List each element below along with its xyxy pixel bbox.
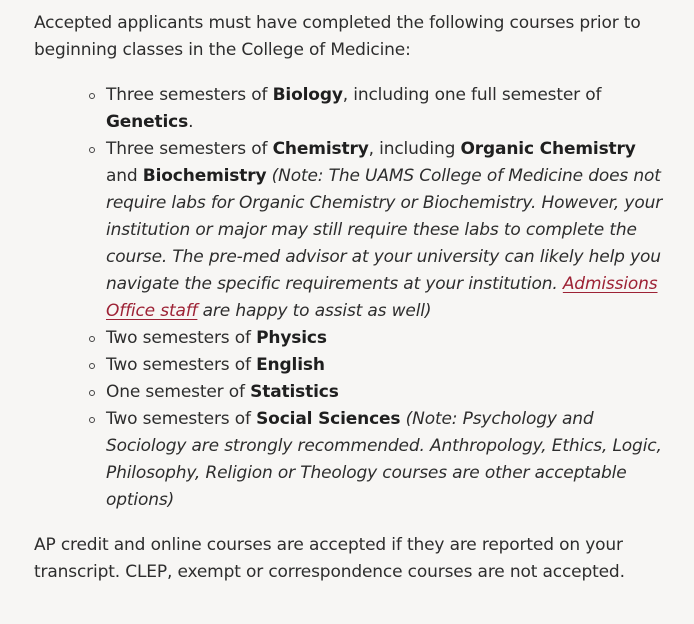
- course-text: Three semesters of: [106, 139, 273, 159]
- course-text: , including: [368, 139, 461, 159]
- course-requirements: [34, 0, 664, 586]
- bullet-icon: [89, 417, 95, 423]
- course-note-text: are happy to assist as well): [197, 301, 432, 321]
- bullet-icon: [89, 147, 95, 153]
- course-text: One semester of: [106, 382, 251, 402]
- course-list: [34, 82, 664, 514]
- course-note-text: (Note: The UAMS College of Medicine does not require labs for Organic Chemistry or Biochemistry. However, your institution or major may still require these labs to complete the course. The pre-med advisor at your university can likely help you navigate the specific requirements at your institution.: [106, 166, 663, 294]
- course-subject: Biology: [272, 85, 343, 105]
- course-subject: Social Sciences: [256, 409, 401, 429]
- course-subject: Chemistry: [272, 139, 369, 159]
- course-subject: Biochemistry: [142, 166, 267, 186]
- bullet-icon: [89, 336, 95, 342]
- course-subject: Genetics: [106, 112, 189, 132]
- intro-paragraph: Accepted applicants must have completed the following courses prior to beginning classes in the College of Medicine:: [34, 13, 641, 60]
- outro-paragraph: AP credit and online courses are accepted if they are reported on your transcript. CLEP, exempt or correspondence courses are not accepted.: [34, 535, 625, 582]
- course-subject: Organic Chemistry: [460, 139, 636, 159]
- course-subject: English: [256, 355, 325, 375]
- course-item-chemistry: [106, 136, 664, 325]
- course-item-social-sciences: [106, 406, 664, 514]
- course-text: Two semesters of: [106, 409, 257, 429]
- course-item-statistics: [106, 379, 664, 406]
- bullet-icon: [89, 93, 95, 99]
- course-subject: Physics: [256, 328, 327, 348]
- course-text: Two semesters of: [106, 355, 257, 375]
- course-subject: Statistics: [250, 382, 339, 402]
- course-text: , including one full semester of: [342, 85, 602, 105]
- course-text: and: [106, 166, 143, 186]
- course-text: Three semesters of: [106, 85, 273, 105]
- course-note: (Note: Psychology and Sociology are strongly recommended. Anthropology, Ethics, Logic, Philosophy, Religion or Theology courses are other acceptable options): [106, 409, 662, 510]
- admissions-office-link[interactable]: Admissions Office staff: [106, 274, 658, 321]
- course-item-physics: [106, 325, 664, 352]
- course-text: Two semesters of: [106, 328, 257, 348]
- bullet-icon: [89, 363, 95, 369]
- course-item-english: [106, 352, 664, 379]
- course-text: .: [188, 112, 194, 132]
- bullet-icon: [89, 390, 95, 396]
- course-item-biology: [106, 82, 664, 136]
- course-note: [106, 166, 662, 321]
